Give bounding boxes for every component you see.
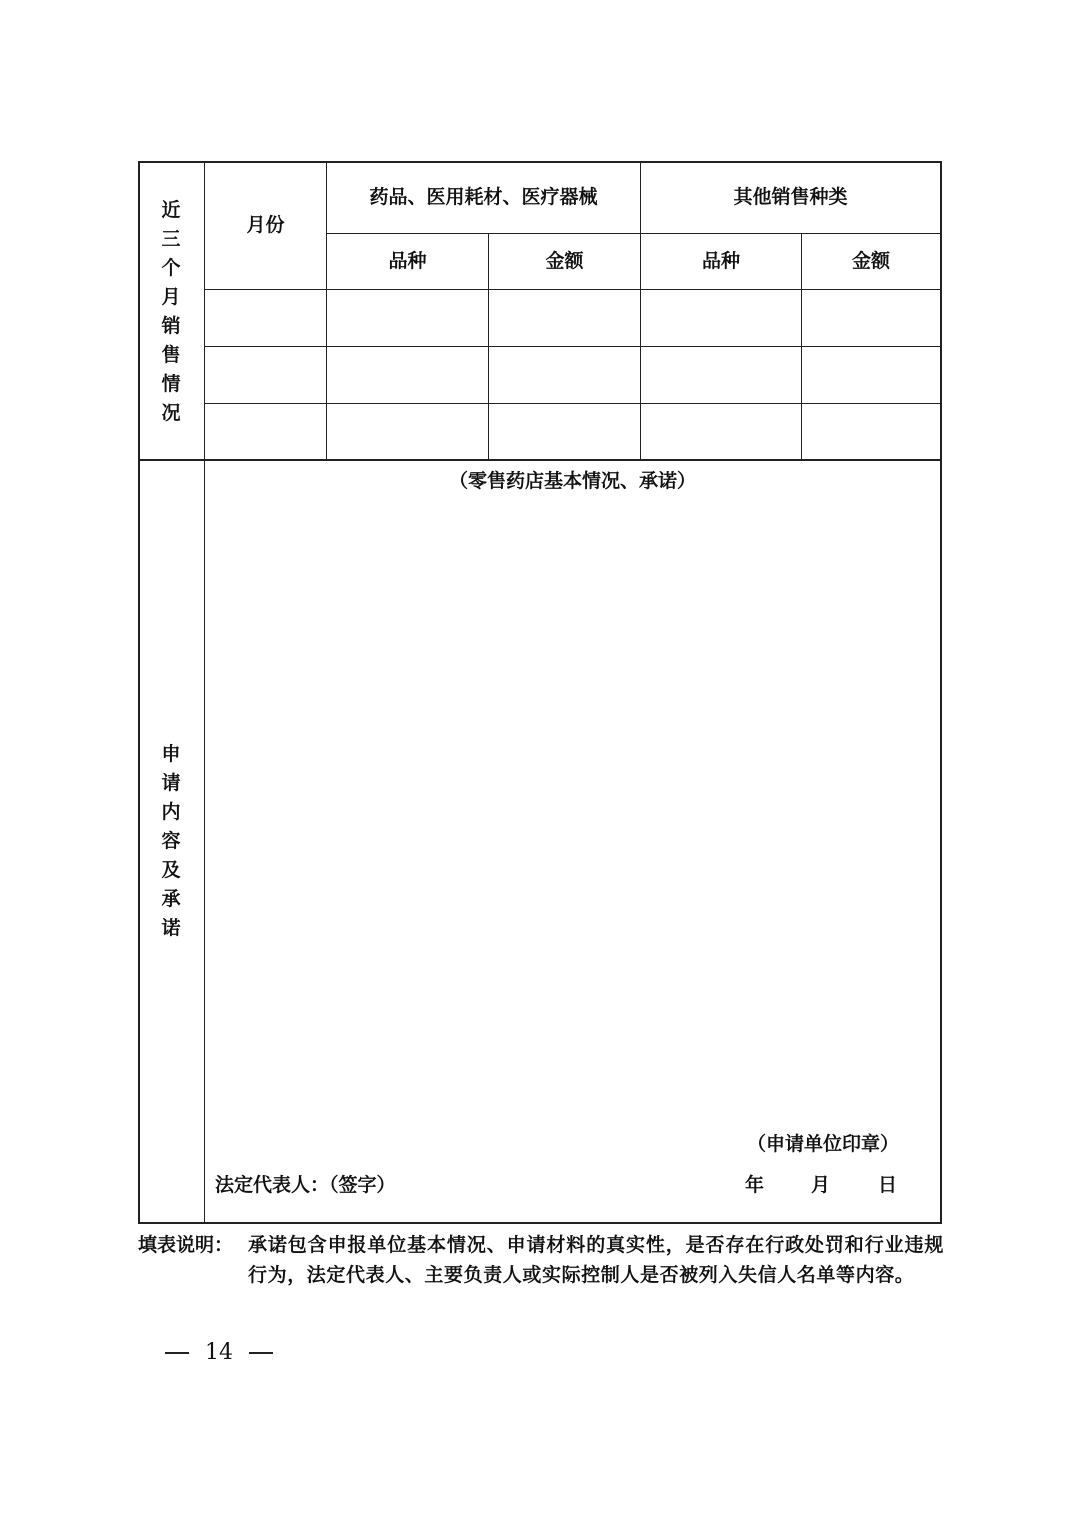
instructions-text: 承诺包含申报单位基本情况、申请材料的真实性，是否存在行政处罚和行业违规行为，法定代表人、主要负责人或实际控制人是否被列入失信人名单等内容。 [248,1234,944,1286]
table-cell[interactable] [205,290,326,346]
application-form-table [138,161,942,1224]
table-cell[interactable] [641,404,801,459]
date-day-label: 日 [878,1174,898,1196]
group1-header: 药品、医用耗材、医疗器械 [369,186,598,208]
table-cell[interactable] [641,290,801,346]
sales-title-char: 月 [161,286,181,308]
sales-title-char: 情 [161,373,181,395]
table-cell[interactable] [802,290,940,346]
table-cell[interactable] [205,404,326,459]
legal-representative-label: 法定代表人：（签字） [215,1174,396,1196]
sales-title-char: 个 [161,257,181,279]
sales-section-title [160,196,182,428]
date-month-label: 月 [811,1174,831,1196]
table-cell[interactable] [327,404,488,459]
page-number [165,1340,273,1365]
application-title-char: 及 [161,859,181,881]
sales-title-char: 三 [161,228,181,250]
page-dash-right [249,1352,273,1354]
date-year-label: 年 [745,1174,765,1196]
seal-label: （申请单位印章） [746,1133,899,1155]
table-cell[interactable] [205,347,326,403]
table-cell[interactable] [641,347,801,403]
table-cell[interactable] [802,404,940,459]
application-title-char: 申 [161,743,181,765]
table-cell[interactable] [489,404,640,459]
sales-title-char: 售 [161,344,181,366]
group2-header: 其他销售种类 [733,186,848,208]
content-hint: （零售药店基本情况、承诺） [448,470,696,492]
table-cell[interactable] [489,290,640,346]
application-title-char: 诺 [161,917,181,939]
divider-subheader-row [326,233,942,234]
table-cell[interactable] [327,290,488,346]
sub-header-amount: 金额 [851,250,890,272]
application-title-char: 承 [161,888,181,910]
sub-header-variety: 品种 [701,250,740,272]
sub-header-amount: 金额 [545,250,584,272]
application-section-title [160,740,182,943]
sales-title-char: 况 [161,402,181,424]
table-border-right [940,161,942,1224]
table-border-left [138,161,140,1224]
page-number-value: 14 [205,1340,233,1365]
divider-section [138,459,942,461]
table-cell[interactable] [489,347,640,403]
application-title-char: 内 [161,801,181,823]
application-content-area[interactable] [205,501,940,1131]
month-header: 月份 [246,214,285,236]
sub-header-variety: 品种 [388,250,427,272]
page-dash-left [165,1352,189,1354]
table-cell[interactable] [802,347,940,403]
sales-title-char: 销 [161,315,181,337]
table-border-top [138,161,942,163]
application-title-char: 容 [161,830,181,852]
sales-title-char: 近 [161,199,181,221]
table-border-bottom [138,1222,942,1224]
table-cell[interactable] [327,347,488,403]
application-title-char: 请 [161,772,181,794]
instructions-label: 填表说明： [138,1234,234,1256]
